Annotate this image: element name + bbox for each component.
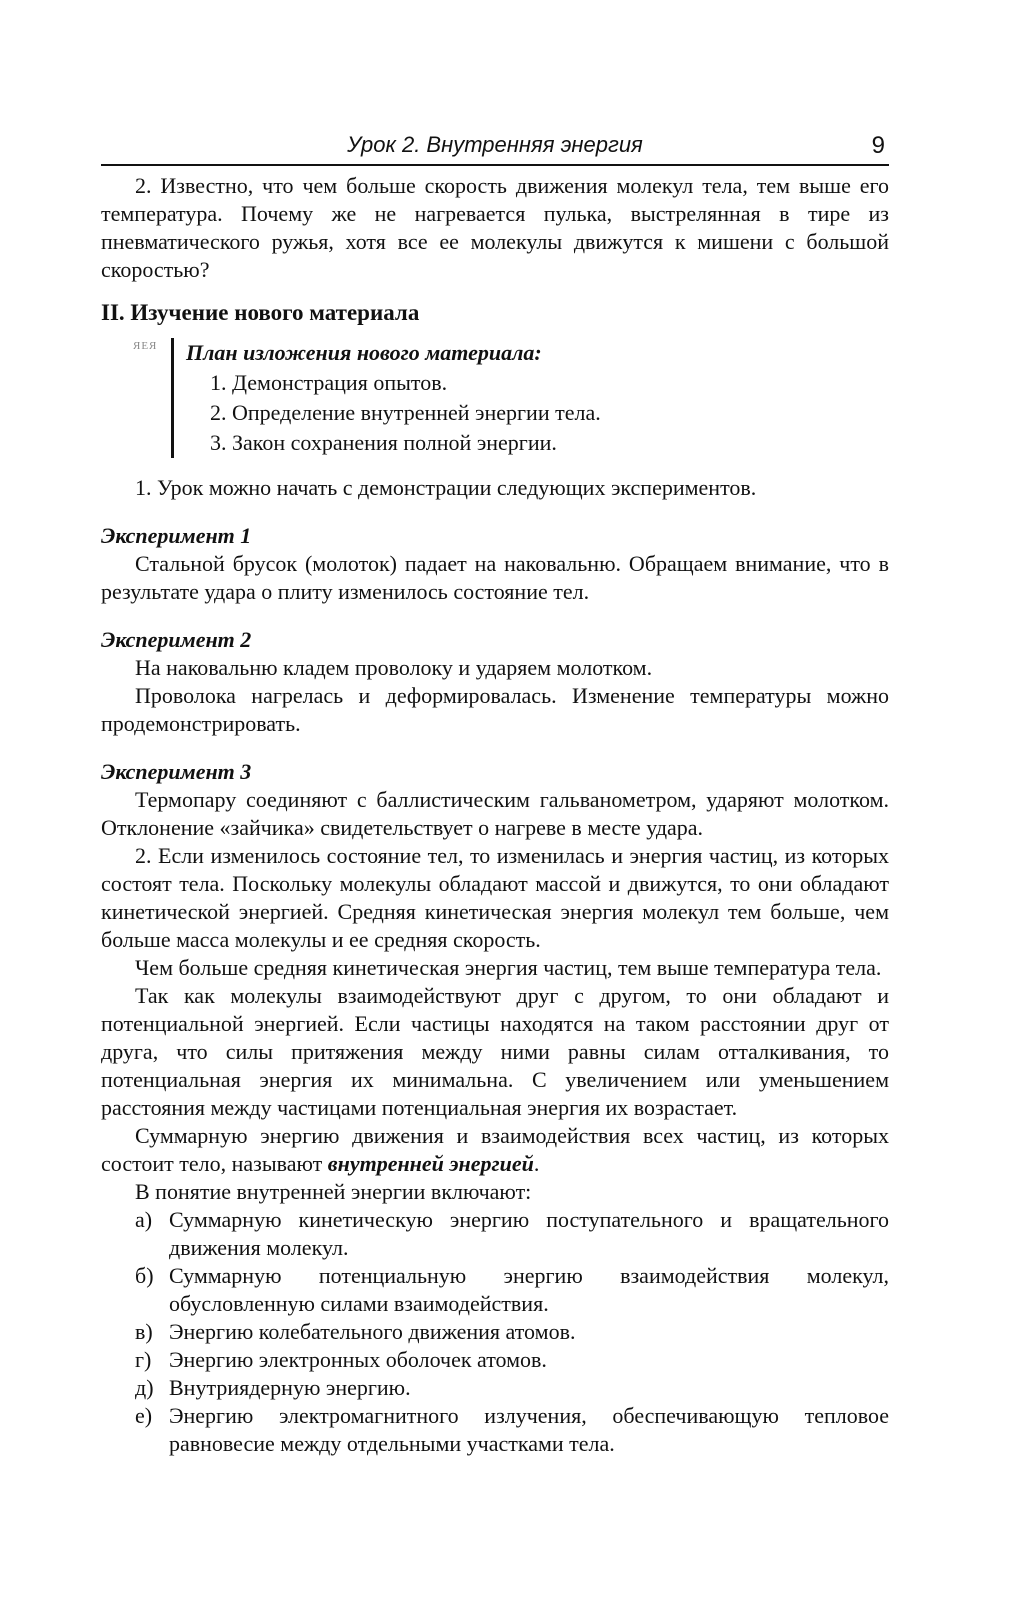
- running-header: [101, 132, 889, 166]
- list-marker: д): [135, 1375, 154, 1400]
- plan-item: 1. Демонстрация опытов.: [210, 370, 448, 395]
- defined-term: внутренней энергией: [327, 1151, 534, 1176]
- definition-text: Суммарную энергию движения и взаимодействия всех частиц, из которых состоит тело, называют: [101, 1123, 889, 1176]
- plan-list: [186, 368, 746, 458]
- list-marker: в): [135, 1319, 153, 1344]
- list-item-text: Энергию электромагнитного излучения, обеспечивающую тепловое равновесие между отдельными участками тела.: [169, 1403, 889, 1456]
- plan-item: 2. Определение внутренней энергии тела.: [210, 400, 601, 425]
- list-item: [135, 1374, 889, 1402]
- experiment-2-text: На наковальню кладем проволоку и ударяем молотком.: [135, 655, 653, 680]
- body-paragraph: Чем больше средняя кинетическая энергия частиц, тем выше температура тела.: [135, 955, 882, 980]
- list-item-text: Энергию электронных оболочек атомов.: [169, 1347, 547, 1372]
- list-marker: а): [135, 1207, 153, 1232]
- running-title: Урок 2. Внутренняя энергия: [347, 132, 643, 157]
- book-page: [101, 132, 889, 1458]
- question-paragraph: 2. Известно, что чем больше скорость движения молекул тела, тем выше его температура. Почему же не нагревается пулька, выстрелянная в тире из пневматического ружья, хотя все ее молекулы движутся к мишени с большой скоростью?: [101, 173, 889, 282]
- experiment-3-text: Термопару соединяют с баллистическим гальванометром, ударяют молотком. Отклонение «зайчика» свидетельствует о нагреве в месте удара.: [101, 787, 889, 840]
- experiment-2-title: Эксперимент 2: [101, 627, 252, 652]
- experiment-2-text: Проволока нагрелась и деформировалась. Изменение температуры можно продемонстрировать.: [101, 683, 889, 736]
- plan-box: [171, 338, 746, 458]
- plan-item: 3. Закон сохранения полной энергии.: [210, 430, 557, 455]
- plan-block: [101, 336, 889, 464]
- margin-mark: ЯЕЯ: [133, 340, 158, 352]
- section-heading: II. Изучение нового материала: [101, 300, 420, 325]
- list-item: [135, 1206, 889, 1262]
- experiment-3-title: Эксперимент 3: [101, 759, 252, 784]
- list-item-text: Энергию колебательного движения атомов.: [169, 1319, 576, 1344]
- list-item: [135, 1402, 889, 1458]
- components-list: [101, 1206, 889, 1458]
- body-paragraph: 2. Если изменилось состояние тел, то изменилась и энергия частиц, из которых состоят тела. Поскольку молекулы обладают массой и движутся, то они обладают кинетической энергией. Средняя кинетическая энергия молекул тем больше, чем больше масса молекулы и ее средняя скорость.: [101, 843, 889, 952]
- list-item-text: Внутриядерную энергию.: [169, 1375, 411, 1400]
- experiment-1-text: Стальной брусок (молоток) падает на наковальню. Обращаем внимание, что в результате удара о плиту изменилось состояние тел.: [101, 551, 889, 604]
- page-number: 9: [871, 132, 885, 159]
- list-item: [135, 1318, 889, 1346]
- list-item: [135, 1346, 889, 1374]
- experiment-1-title: Эксперимент 1: [101, 523, 252, 548]
- list-item-text: Суммарную потенциальную энергию взаимодействия молекул, обусловленную силами взаимодействия.: [169, 1263, 889, 1316]
- plan-title: План изложения нового материала:: [186, 340, 542, 365]
- intro-paragraph: 1. Урок можно начать с демонстрации следующих экспериментов.: [135, 475, 757, 500]
- definition-paragraph: [101, 1122, 889, 1178]
- list-marker: е): [135, 1403, 153, 1428]
- list-item: [135, 1262, 889, 1318]
- list-marker: б): [135, 1263, 154, 1288]
- list-marker: г): [135, 1347, 152, 1372]
- body-paragraph: В понятие внутренней энергии включают:: [135, 1179, 532, 1204]
- body-paragraph: Так как молекулы взаимодействуют друг с другом, то они обладают и потенциальной энергией. Если частицы находятся на таком расстоянии друг от друга, что силы притяжения между ними равны силам отталкивания, то потенциальная энергия их минимальна. С увеличением или уменьшением расстояния между частицами потенциальная энергия их возрастает.: [101, 983, 889, 1120]
- list-item-text: Суммарную кинетическую энергию поступательного и вращательного движения молекул.: [169, 1207, 889, 1260]
- definition-end: .: [533, 1151, 540, 1176]
